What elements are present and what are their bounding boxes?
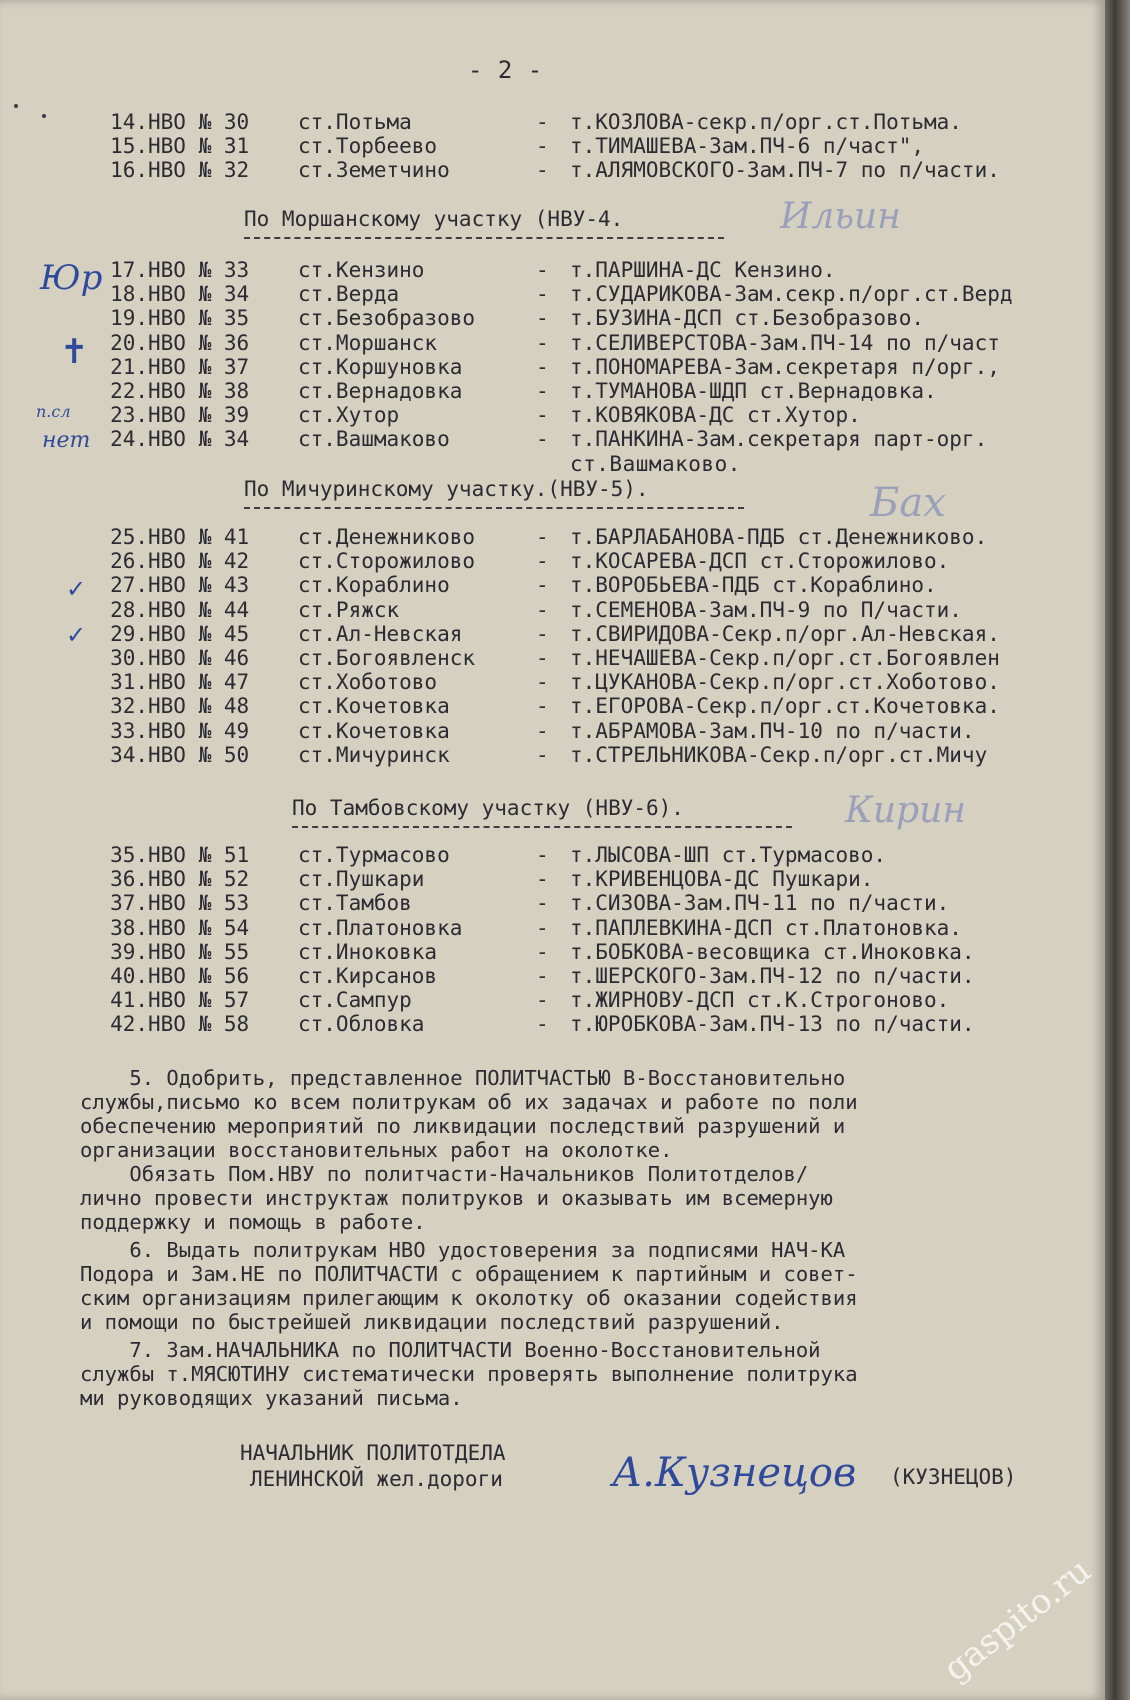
assigned-person: т.КОСАРЕВА-ДСП ст.Сторожилово. — [570, 549, 950, 574]
paragraph-7: 7. Зам.НАЧАЛЬНИКА по ПОЛИТЧАСТИ Военно-Восстановительной службы т.МЯСЮТИНУ систематически проверять выполнение политрука ми руководящих указаний письма. — [80, 1338, 858, 1410]
row-number: 42. — [110, 1012, 148, 1037]
station-name: ст.Ал-Невская — [298, 621, 463, 646]
station-name: ст.Кирсанов — [298, 964, 438, 988]
nvo-number: НВО № 51 — [148, 843, 250, 867]
row-number: 23. — [110, 403, 148, 428]
station-name: ст.Моршанск — [298, 330, 438, 355]
row-number: 37. — [110, 891, 148, 916]
cross-mark-icon: ✝ — [60, 332, 89, 372]
row-number: 27. — [110, 573, 148, 598]
assigned-person: т.СВИРИДОВА-Секр.п/орг.Ал-Невская. — [570, 621, 1000, 646]
dash-separator: - — [536, 134, 549, 158]
dash-separator: - — [536, 258, 549, 282]
ink-spot — [42, 114, 46, 118]
row-number: 41. — [110, 988, 148, 1013]
station-name: ст.Земетчино — [298, 158, 450, 182]
list-item — [0, 427, 1105, 451]
nvo-number: НВО № 50 — [148, 742, 250, 767]
row-number: 24. — [110, 427, 148, 452]
nvo-number: НВО № 42 — [148, 549, 250, 574]
station-name: ст.Вернадовка — [298, 379, 463, 403]
nvo-number: НВО № 38 — [148, 379, 250, 403]
dash-separator: - — [536, 694, 549, 719]
dash-separator: - — [536, 1012, 549, 1037]
assigned-person: т.ПОНОМАРЕВА-Зам.секретаря п/орг., — [570, 354, 1000, 379]
assigned-person: т.КОЗЛОВА-секр.п/орг.ст.Потьма. — [570, 110, 962, 134]
assigned-person: т.ЦУКАНОВА-Секр.п/орг.ст.Хоботово. — [570, 670, 1000, 695]
row-number: 22. — [110, 379, 148, 403]
assigned-person: т.ПАРШИНА-ДС Кензино. — [570, 258, 836, 282]
row-number: 38. — [110, 915, 148, 940]
assigned-person: т.СЕЛИВЕРСТОВА-Зам.ПЧ-14 по п/част — [570, 330, 1000, 355]
assigned-person: т.ПАНКИНА-Зам.секретаря парт-орг. — [570, 427, 988, 452]
watermark: gaspito.ru — [936, 1550, 1099, 1690]
check-mark-icon: ✓ — [66, 621, 87, 649]
nvo-number: НВО № 34 — [148, 427, 250, 452]
assigned-person: т.ВОРОБЬЕВА-ПДБ ст.Кораблино. — [570, 573, 937, 598]
list-item — [0, 843, 1105, 867]
nvo-number: НВО № 45 — [148, 621, 250, 646]
hand-note-tambov: Кирин — [845, 790, 966, 831]
list-item — [0, 525, 1105, 549]
section-heading-michurinsk: По Мичуринскому участку.(НВУ-5). — [244, 477, 649, 501]
dash-separator: - — [536, 988, 549, 1013]
dash-separator: - — [536, 330, 549, 355]
list-item — [0, 355, 1105, 379]
dash-separator: - — [536, 379, 549, 403]
station-name: ст.Потьма — [298, 110, 412, 134]
list-item — [0, 158, 1105, 182]
assigned-person: т.ПАПЛЕВКИНА-ДСП ст.Платоновка. — [570, 915, 962, 940]
row-number: 31. — [110, 670, 148, 695]
dash-separator: - — [536, 403, 549, 428]
dash-separator: - — [536, 573, 549, 598]
list-item — [0, 891, 1105, 915]
nvo-number: НВО № 57 — [148, 988, 250, 1013]
list-item — [0, 743, 1105, 767]
station-name: ст.Кочетовка — [298, 694, 450, 719]
list-item — [0, 549, 1105, 573]
dash-separator: - — [536, 549, 549, 574]
list-item — [0, 622, 1105, 646]
dash-separator: - — [536, 621, 549, 646]
nvo-number: НВО № 47 — [148, 670, 250, 695]
station-name: ст.Коршуновка — [298, 354, 463, 379]
assigned-person: т.АЛЯМОВСКОГО-Зам.ПЧ-7 по п/части. — [570, 158, 1000, 182]
assigned-person: т.ТИМАШЕВА-Зам.ПЧ-6 п/част", — [570, 134, 925, 158]
station-name: ст.Кензино — [298, 258, 425, 282]
nvo-number: НВО № 55 — [148, 939, 250, 964]
station-name: ст.Сампур — [298, 988, 412, 1013]
nvo-number: НВО № 52 — [148, 867, 250, 892]
station-name: ст.Мичуринск — [298, 742, 450, 767]
assigned-person: т.ЮРОБКОВА-Зам.ПЧ-13 по п/части. — [570, 1012, 975, 1037]
station-name: ст.Тамбов — [298, 891, 412, 916]
nvo-number: НВО № 33 — [148, 258, 250, 282]
heading-underline — [292, 826, 792, 828]
section-heading-tambov: По Тамбовскому участку (НВУ-6). — [292, 796, 684, 820]
assigned-person: т.ЛЫСОВА-ШП ст.Турмасово. — [570, 843, 887, 867]
dash-separator: - — [536, 354, 549, 379]
list-item — [0, 258, 1105, 282]
nvo-number: НВО № 30 — [148, 110, 250, 134]
assigned-person: т.БУЗИНА-ДСП ст.Безобразово. — [570, 306, 925, 331]
nvo-number: НВО № 41 — [148, 525, 250, 549]
assigned-person: т.БАРЛАБАНОВА-ПДБ ст.Денежниково. — [570, 525, 988, 549]
row-number: 33. — [110, 718, 148, 743]
margin-note-2: п.сл — [36, 402, 71, 421]
list-item — [0, 306, 1105, 330]
dash-separator: - — [536, 646, 549, 670]
nvo-number: НВО № 39 — [148, 403, 250, 428]
page-binding-edge — [1105, 0, 1130, 1700]
station-name: ст.Вашмаково — [298, 427, 450, 452]
dash-separator: - — [536, 964, 549, 988]
heading-underline — [244, 237, 724, 239]
hand-note-morshansk: Ильин — [780, 196, 901, 237]
assigned-person: т.КРИВЕНЦОВА-ДС Пушкари. — [570, 867, 874, 892]
section-heading-morshansk: По Моршанскому участку (НВУ-4. — [244, 207, 624, 231]
assigned-person: т.НЕЧАШЕВА-Секр.п/орг.ст.Богоявлен — [570, 646, 1000, 670]
dash-separator: - — [536, 891, 549, 916]
station-name: ст.Обловка — [298, 1012, 425, 1037]
station-name: ст.Кораблино — [298, 573, 450, 598]
list-item — [0, 940, 1105, 964]
station-name: ст.Кочетовка — [298, 718, 450, 743]
paragraph-6: 6. Выдать политрукам НВО удостоверения за подписями НАЧ-КА Подора и Зам.НЕ по ПОЛИТЧАСТИ с обращением к партийным и совет- ским организациям прилегающим к околотку об оказании содействия и помощи по быстрейшей ликвидации последствий разрушений. — [80, 1238, 858, 1334]
list-item — [0, 867, 1105, 891]
list-item — [0, 331, 1105, 355]
nvo-number: НВО № 35 — [148, 306, 250, 331]
row-number: 14. — [110, 110, 148, 134]
dash-separator: - — [536, 427, 549, 452]
station-name: ст.Торбеево — [298, 134, 438, 158]
row-number: 26. — [110, 549, 148, 574]
signature-title-1: НАЧАЛЬНИК ПОЛИТОТДЕЛА — [240, 1441, 506, 1465]
dash-separator: - — [536, 867, 549, 892]
row-number: 17. — [110, 258, 148, 282]
row-number: 19. — [110, 306, 148, 331]
nvo-number: НВО № 49 — [148, 718, 250, 743]
nvo-number: НВО № 58 — [148, 1012, 250, 1037]
dash-separator: - — [536, 915, 549, 940]
station-name: ст.Богоявленск — [298, 646, 476, 670]
list-item — [0, 573, 1105, 597]
nvo-number: НВО № 56 — [148, 964, 250, 988]
list-item — [0, 988, 1105, 1012]
dash-separator: - — [536, 843, 549, 867]
nvo-number: НВО № 36 — [148, 330, 250, 355]
station-name: ст.Сторожилово — [298, 549, 476, 574]
station-name: ст.Хутор — [298, 403, 400, 428]
list-item — [0, 110, 1105, 134]
heading-underline — [244, 507, 744, 509]
list-item — [0, 403, 1105, 427]
list-item — [0, 598, 1105, 622]
assigned-person: т.БОБКОВА-весовщика ст.Иноковка. — [570, 939, 975, 964]
dash-separator: - — [536, 742, 549, 767]
nvo-number: НВО № 46 — [148, 646, 250, 670]
nvo-number: НВО № 53 — [148, 891, 250, 916]
dash-separator: - — [536, 670, 549, 695]
assigned-person: т.ЖИРНОВУ-ДСП ст.К.Строгоново. — [570, 988, 950, 1013]
row-number: 25. — [110, 525, 148, 549]
check-mark-icon: ✓ — [66, 575, 87, 603]
list-item — [0, 134, 1105, 158]
assigned-person: т.СЕМЕНОВА-Зам.ПЧ-9 по П/части. — [570, 597, 962, 622]
assigned-person: т.ШЕРСКОГО-Зам.ПЧ-12 по п/части. — [570, 964, 975, 988]
dash-separator: - — [536, 525, 549, 549]
row-number: 40. — [110, 964, 148, 988]
assigned-person: т.АБРАМОВА-Зам.ПЧ-10 по п/части. — [570, 718, 975, 743]
list-item — [0, 670, 1105, 694]
list-item — [0, 282, 1105, 306]
list-item — [0, 1012, 1105, 1036]
assigned-person: т.СТРЕЛЬНИКОВА-Секр.п/орг.ст.Мичу — [570, 742, 988, 767]
station-name: ст.Ряжск — [298, 597, 400, 622]
hand-note-michurinsk: Бах — [870, 480, 946, 526]
row-number: 36. — [110, 867, 148, 892]
dash-separator: - — [536, 282, 549, 307]
nvo-number: НВО № 44 — [148, 597, 250, 622]
dash-separator: - — [536, 939, 549, 964]
assigned-person: т.СИЗОВА-Зам.ПЧ-11 по п/части. — [570, 891, 950, 916]
row-number: 15. — [110, 134, 148, 158]
dash-separator: - — [536, 718, 549, 743]
list-item — [0, 694, 1105, 718]
list-item — [0, 719, 1105, 743]
nvo-number: НВО № 48 — [148, 694, 250, 719]
page-number: - 2 - — [468, 56, 543, 84]
station-name: ст.Платоновка — [298, 915, 463, 940]
nvo-number: НВО № 31 — [148, 134, 250, 158]
row-number: 32. — [110, 694, 148, 719]
station-name: ст.Турмасово — [298, 843, 450, 867]
station-name: ст.Пушкари — [298, 867, 425, 892]
row-number: 21. — [110, 354, 148, 379]
row-number: 29. — [110, 621, 148, 646]
paragraph-5: 5. Одобрить, представленное ПОЛИТЧАСТЬЮ В-Восстановительно службы,письмо ко всем политрукам об их задачах и работе по поли обеспечению мероприятий по ликвидации последствий разрушений и организации восстановительных работ на околотке. Обязать Пом.НВУ по политчасти-Начальников Политотделов/ лично провести инструктаж политруков и оказывать им всемерную поддержку и помощь в работе. — [80, 1066, 858, 1234]
assigned-person: т.ТУМАНОВА-ШДП ст.Вернадовка. — [570, 379, 937, 403]
row-number: 34. — [110, 742, 148, 767]
nvo-number: НВО № 43 — [148, 573, 250, 598]
row-number: 18. — [110, 282, 148, 307]
signature-title-2: ЛЕНИНСКОЙ жел.дороги — [250, 1467, 503, 1491]
margin-note-1: Юр — [40, 258, 103, 298]
dash-separator: - — [536, 158, 549, 182]
station-name: ст.Иноковка — [298, 939, 438, 964]
nvo-number: НВО № 34 — [148, 282, 250, 307]
margin-note-3: нет — [42, 428, 91, 453]
station-name: ст.Верда — [298, 282, 400, 307]
row-number: 39. — [110, 939, 148, 964]
station-name: ст.Безобразово — [298, 306, 476, 331]
assigned-person: т.СУДАРИКОВА-Зам.секр.п/орг.ст.Верд — [570, 282, 1013, 307]
row-number: 35. — [110, 843, 148, 867]
nvo-number: НВО № 32 — [148, 158, 250, 182]
assigned-person: т.КОВЯКОВА-ДС ст.Хутор. — [570, 403, 861, 428]
row-number: 28. — [110, 597, 148, 622]
dash-separator: - — [536, 597, 549, 622]
row-number: 16. — [110, 158, 148, 182]
ink-spot — [14, 104, 18, 108]
list-item — [0, 646, 1105, 670]
nvo-number: НВО № 54 — [148, 915, 250, 940]
handwritten-signature: А.Кузнецов — [612, 1450, 857, 1496]
dash-separator: - — [536, 110, 549, 134]
list-item — [0, 379, 1105, 403]
row-number: 20. — [110, 330, 148, 355]
assigned-person: т.ЕГОРОВА-Секр.п/орг.ст.Кочетовка. — [570, 694, 1000, 719]
dash-separator: - — [536, 306, 549, 331]
row-24-continuation: ст.Вашмаково. — [570, 452, 741, 476]
list-item — [0, 964, 1105, 988]
signature-name: (КУЗНЕЦОВ) — [890, 1465, 1017, 1489]
row-number: 30. — [110, 646, 148, 670]
list-item — [0, 916, 1105, 940]
station-name: ст.Денежниково — [298, 525, 476, 549]
nvo-number: НВО № 37 — [148, 354, 250, 379]
station-name: ст.Хоботово — [298, 670, 438, 695]
